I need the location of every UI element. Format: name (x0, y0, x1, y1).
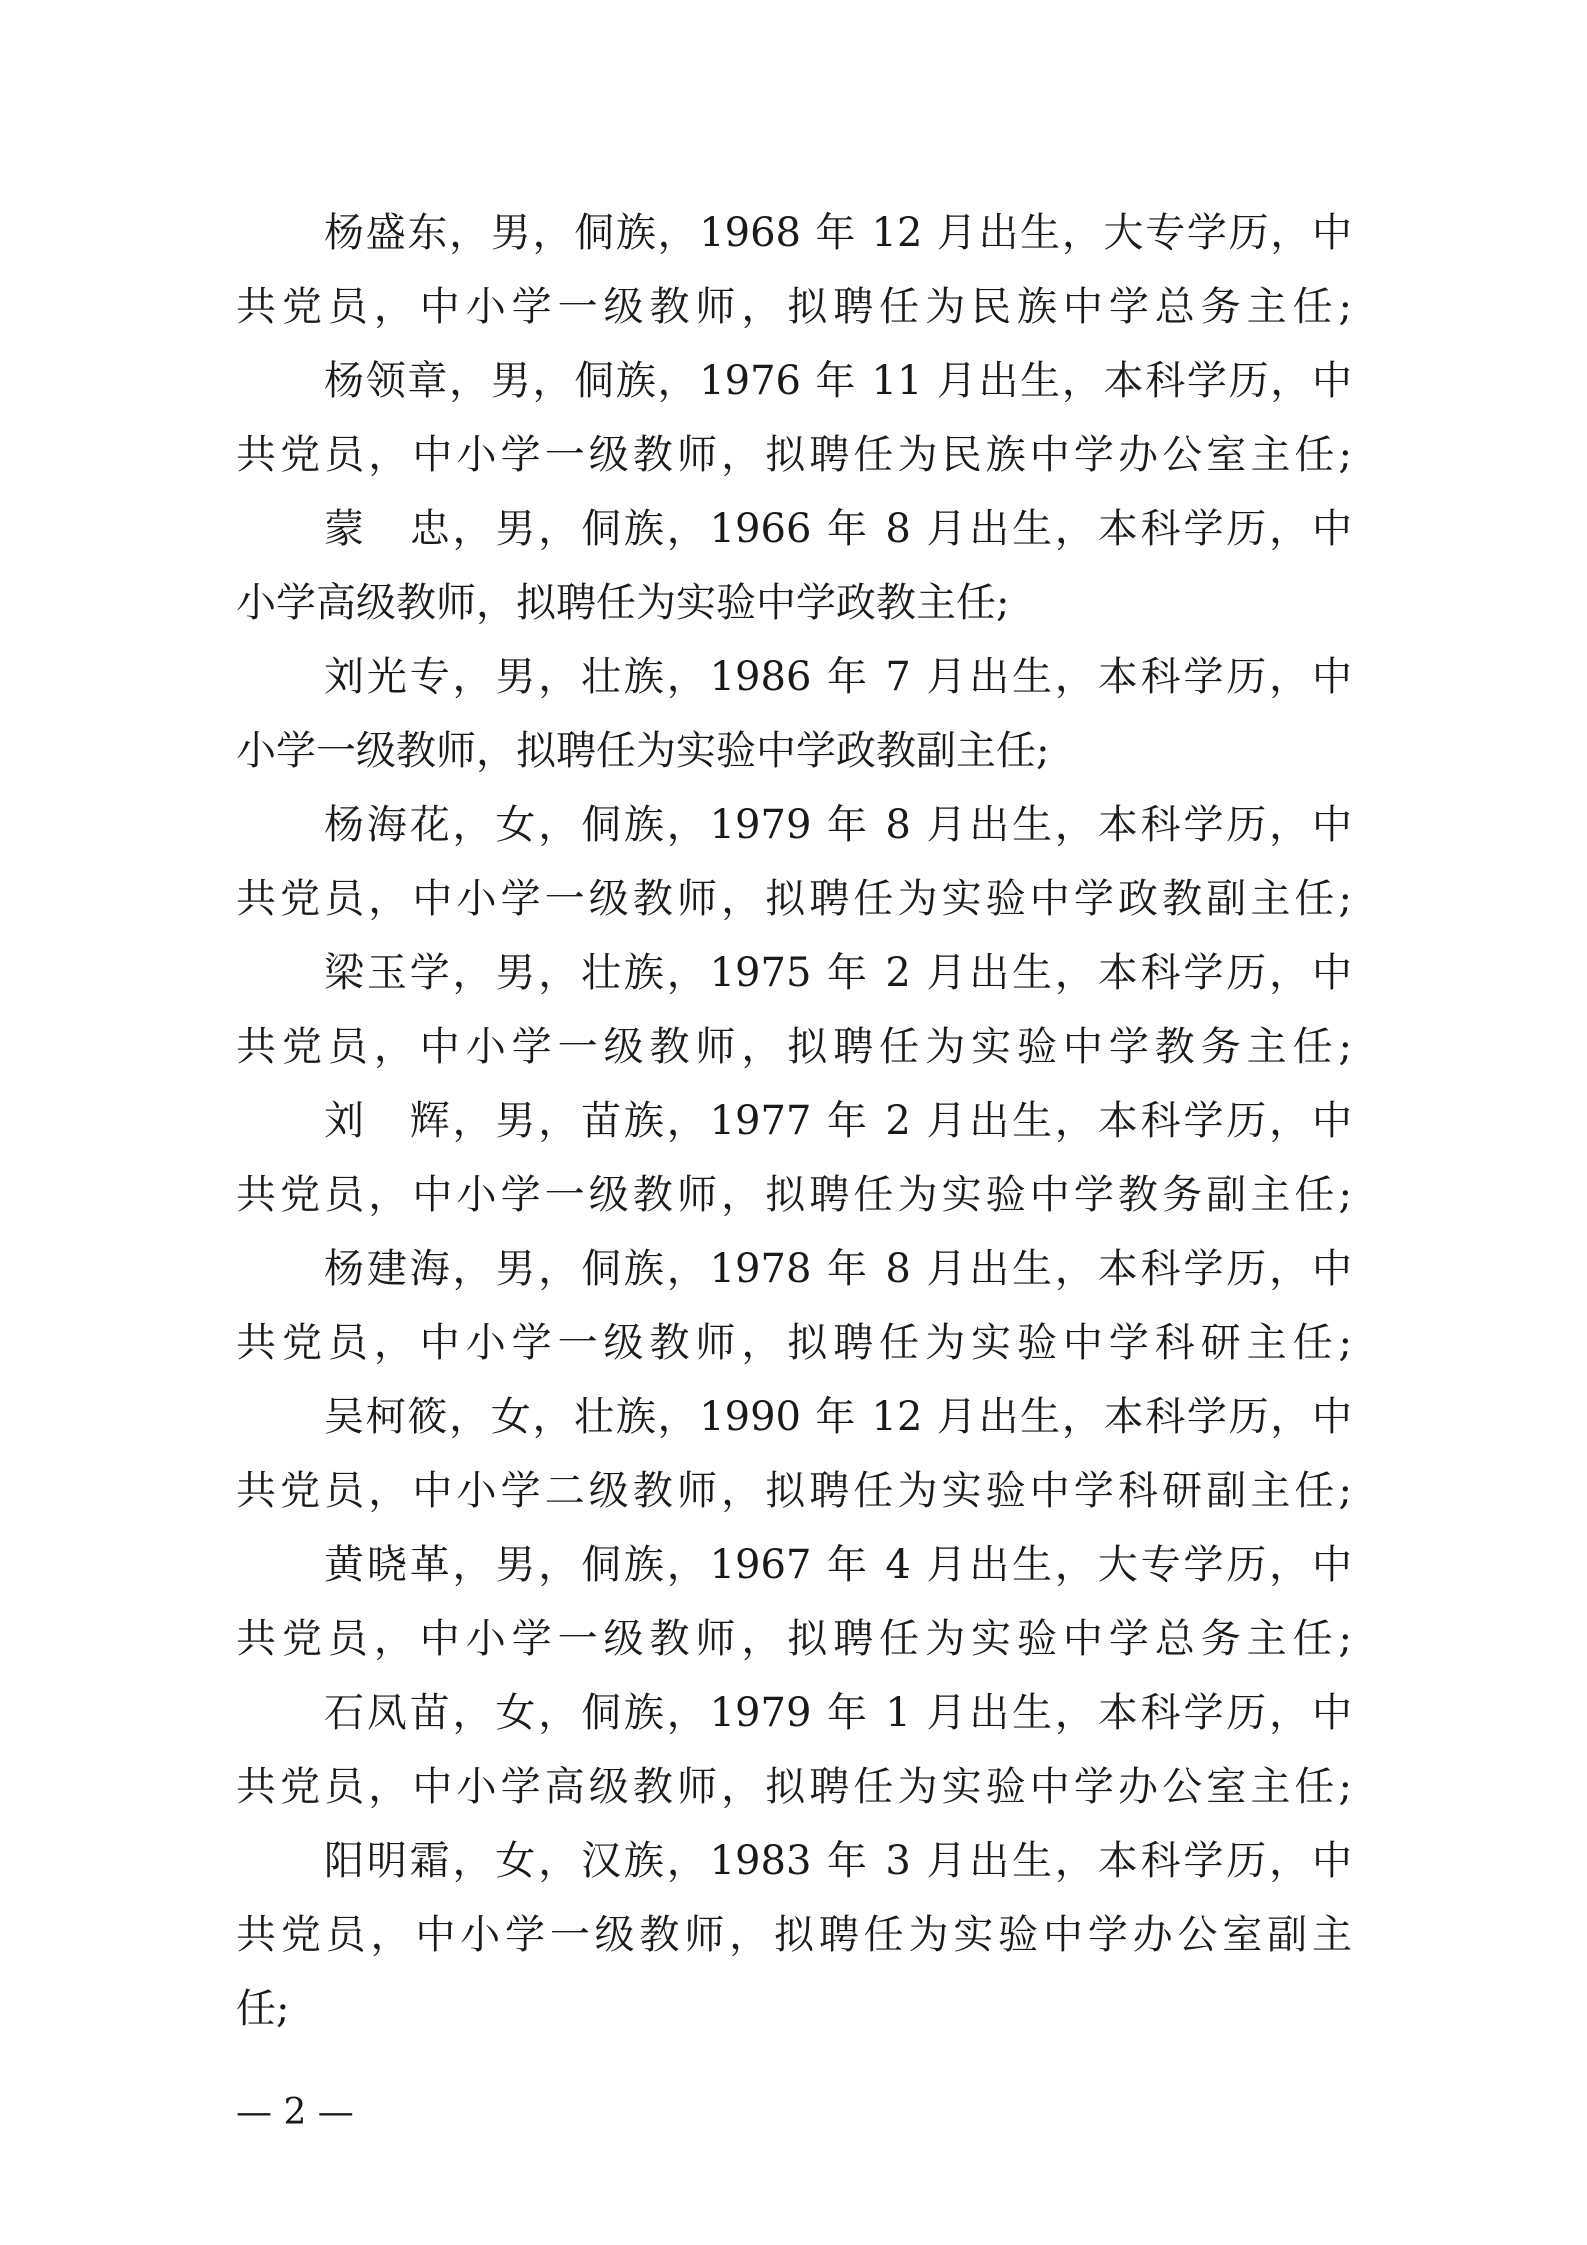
entry-line: 杨盛东，男，侗族，1968 年 12 月出生，大专学历，中 (324, 210, 1352, 256)
entry-line: 小学一级教师，拟聘任为实验中学政教副主任; (236, 728, 1050, 774)
entry-line: 杨领章，男，侗族，1976 年 11 月出生，本科学历，中 (324, 358, 1352, 404)
appointment-entry (236, 1084, 1352, 1232)
entry-line: 共党员，中小学一级教师，拟聘任为实验中学办公室副主 (236, 1912, 1352, 1958)
entry-line: 共党员，中小学一级教师，拟聘任为民族中学总务主任; (236, 284, 1352, 330)
appointment-entry (236, 640, 1352, 788)
entry-line: 共党员，中小学一级教师，拟聘任为实验中学教务副主任; (236, 1172, 1352, 1218)
appointment-entry (236, 1528, 1352, 1676)
entry-line: 吴柯筱，女，壮族，1990 年 12 月出生，本科学历，中 (324, 1394, 1352, 1440)
appointment-entry (236, 344, 1352, 492)
entry-line: 梁玉学，男，壮族，1975 年 2 月出生，本科学历，中 (324, 950, 1352, 996)
entry-line: 阳明霜，女，汉族，1983 年 3 月出生，本科学历，中 (324, 1838, 1352, 1884)
entry-line: 刘 辉，男，苗族，1977 年 2 月出生，本科学历，中 (324, 1098, 1352, 1144)
appointment-entry (236, 1824, 1352, 2046)
entry-line: 黄晓革，男，侗族，1967 年 4 月出生，大专学历，中 (324, 1542, 1352, 1588)
entry-line: 刘光专，男，壮族，1986 年 7 月出生，本科学历，中 (324, 654, 1352, 700)
entry-line: 共党员，中小学一级教师，拟聘任为民族中学办公室主任; (236, 432, 1352, 478)
entry-line: 小学高级教师，拟聘任为实验中学政教主任; (236, 580, 1010, 626)
appointment-entry (236, 1676, 1352, 1824)
appointment-entry (236, 492, 1352, 640)
entry-line: 共党员，中小学高级教师，拟聘任为实验中学办公室主任; (236, 1764, 1352, 1810)
entry-line: 石凤苗，女，侗族，1979 年 1 月出生，本科学历，中 (324, 1690, 1352, 1736)
entry-line: 杨海花，女，侗族，1979 年 8 月出生，本科学历，中 (324, 802, 1352, 848)
page-number: — 2 — (236, 2092, 354, 2133)
entry-line: 杨建海，男，侗族，1978 年 8 月出生，本科学历，中 (324, 1246, 1352, 1292)
appointment-entry (236, 1380, 1352, 1528)
appointment-entry (236, 1232, 1352, 1380)
entry-line: 共党员，中小学一级教师，拟聘任为实验中学科研主任; (236, 1320, 1352, 1366)
entry-line: 共党员，中小学一级教师，拟聘任为实验中学政教副主任; (236, 876, 1352, 922)
entry-line: 共党员，中小学二级教师，拟聘任为实验中学科研副主任; (236, 1468, 1352, 1514)
appointment-list (236, 196, 1352, 2046)
entry-line: 共党员，中小学一级教师，拟聘任为实验中学总务主任; (236, 1616, 1352, 1662)
entry-line: 共党员，中小学一级教师，拟聘任为实验中学教务主任; (236, 1024, 1352, 1070)
appointment-entry (236, 788, 1352, 936)
entry-line: 任; (236, 1986, 290, 2032)
entry-line: 蒙 忠，男，侗族，1966 年 8 月出生，本科学历，中 (324, 506, 1352, 552)
appointment-entry (236, 936, 1352, 1084)
appointment-entry (236, 196, 1352, 344)
